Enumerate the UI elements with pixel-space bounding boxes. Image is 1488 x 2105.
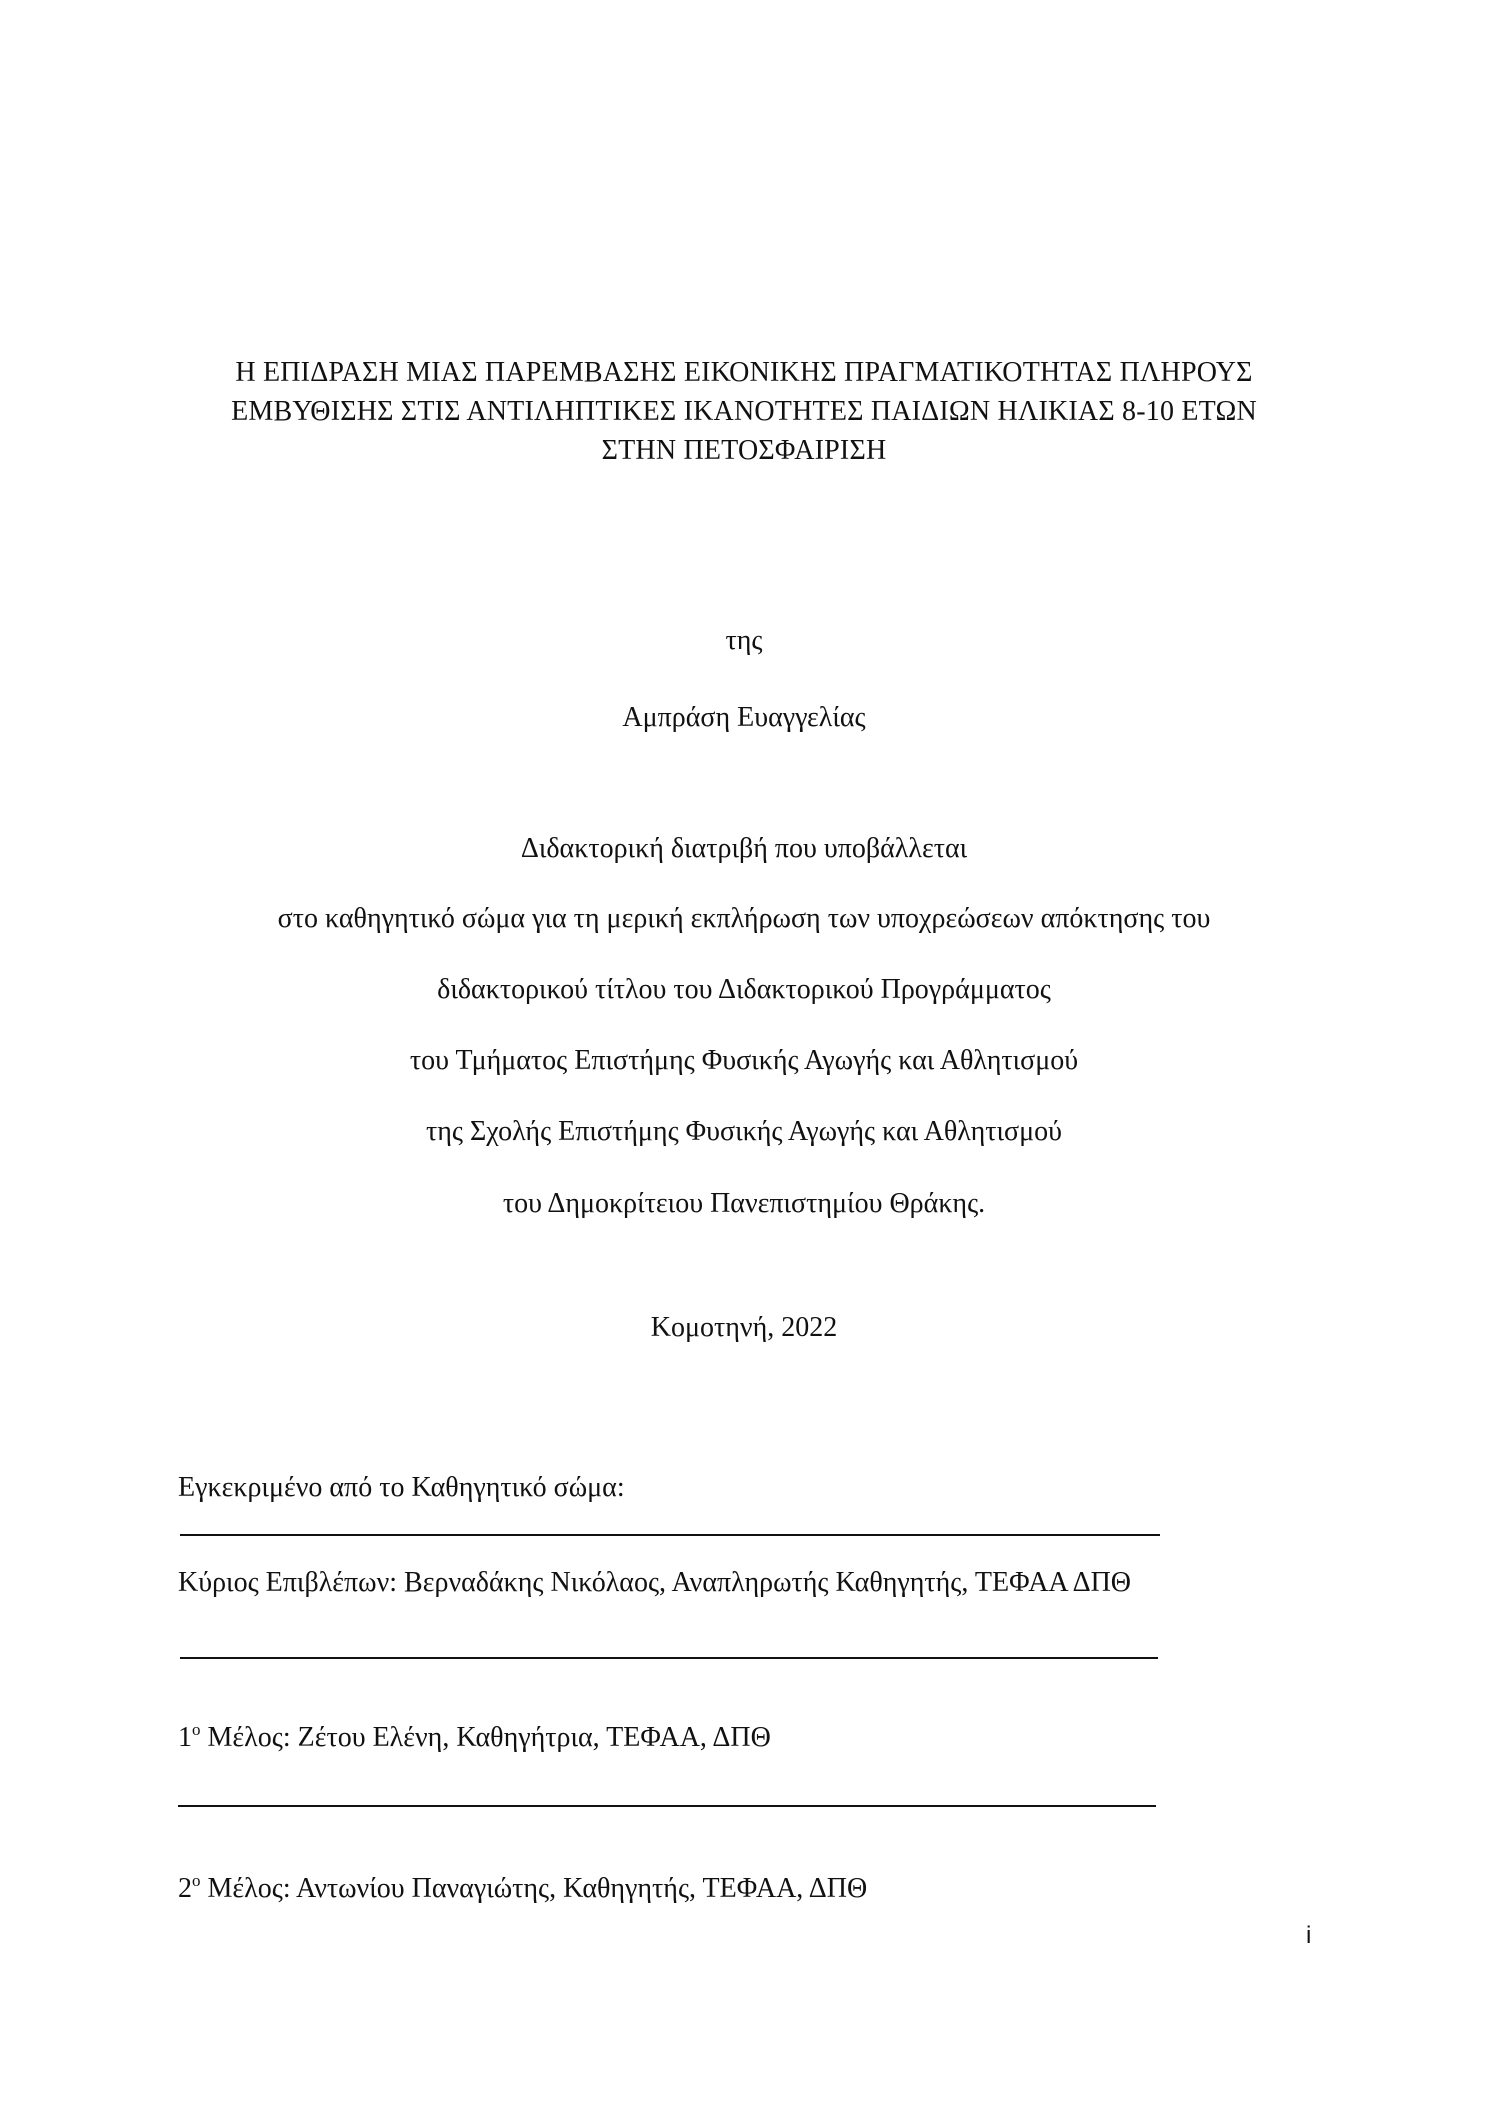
thesis-title-line-2: ΕΜΒΥΘΙΣΗΣ ΣΤΙΣ ΑΝΤΙΛΗΠΤΙΚΕΣ ΙΚΑΝΟΤΗΤΕΣ ΠΑΙΔΙΩΝ ΗΛΙΚΙΑΣ 8-10 ΕΤΩΝ: [231, 396, 1257, 427]
member-1-number: 1: [178, 1722, 192, 1753]
signature-line-supervisor: [180, 1534, 1160, 1536]
page-number: i: [1306, 1922, 1312, 1949]
submission-line-1: Διδακτορική διατριβή που υποβάλλεται: [520, 833, 968, 864]
approval-heading: Εγκεκριμένο από το Καθηγητικό σώμα:: [178, 1472, 625, 1503]
member-2-text: Μέλος: Αντωνίου Παναγιώτης, Καθηγητής, ΤΕΦΑΑ, ΔΠΘ: [200, 1873, 868, 1904]
submission-line-5: της Σχολής Επιστήμης Φυσικής Αγωγής και Αθλητισμού: [426, 1116, 1062, 1147]
member-1-text: Μέλος: Ζέτου Ελένη, Καθηγήτρια, ΤΕΦΑΑ, ΔΠΘ: [200, 1722, 771, 1753]
member-2-number: 2: [178, 1873, 192, 1904]
place-date: Κομοτηνή, 2022: [650, 1312, 838, 1343]
submission-line-2: στο καθηγητικό σώμα για τη μερική εκπλήρωση των υποχρεώσεων απόκτησης του: [277, 903, 1211, 934]
member-2-entry: [178, 1873, 867, 1905]
thesis-title-line-1: Η ΕΠΙΔΡΑΣΗ ΜΙΑΣ ΠΑΡΕΜΒΑΣΗΣ ΕΙΚΟΝΙΚΗΣ ΠΡΑΓΜΑΤΙΚΟΤΗΤΑΣ ΠΛΗΡΟΥΣ: [235, 357, 1253, 388]
signature-line-member-1: [180, 1657, 1158, 1659]
thesis-title: [0, 353, 1488, 470]
author-name: Αμπράση Ευαγγελίας: [622, 702, 866, 733]
member-1-ordinal: ο: [192, 1720, 201, 1739]
member-2-ordinal: ο: [192, 1871, 201, 1890]
author-prefix: της: [725, 625, 763, 656]
submission-line-3: διδακτορικού τίτλου του Διδακτορικού Προγράμματος: [437, 974, 1051, 1005]
submission-line-6: του Δημοκρίτειου Πανεπιστημίου Θράκης.: [502, 1188, 986, 1219]
signature-line-member-2: [178, 1805, 1156, 1807]
submission-line-4: του Τμήματος Επιστήμης Φυσικής Αγωγής και Αθλητισμού: [409, 1045, 1079, 1076]
supervisor-entry: Κύριος Επιβλέπων: Βερναδάκης Νικόλαος, Αναπληρωτής Καθηγητής, ΤΕΦΑΑ ΔΠΘ: [178, 1567, 1132, 1598]
member-1-entry: [178, 1722, 771, 1754]
thesis-title-line-3: ΣΤΗΝ ΠΕΤΟΣΦΑΙΡΙΣΗ: [601, 435, 887, 466]
